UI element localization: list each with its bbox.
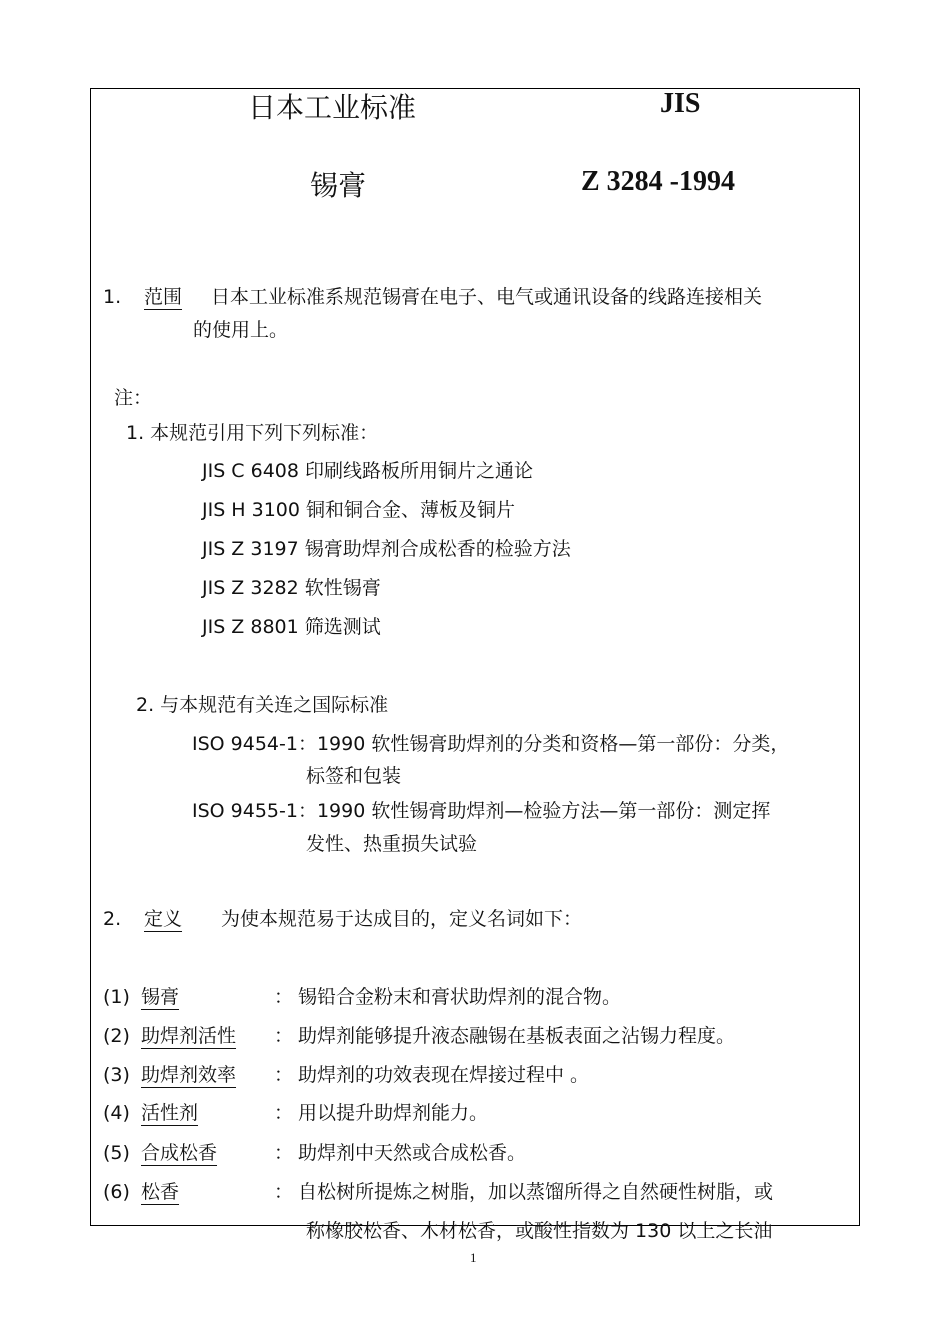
definition-text: 助焊剂能够提升液态融锡在基板表面之沾锡力程度。 (298, 1025, 736, 1047)
definition-term: 松香 (141, 1181, 180, 1203)
definition-text: 自松树所提炼之树脂，加以蒸馏所得之自然硬性树脂，或 (298, 1181, 774, 1203)
note1-heading: 1. 本规范引用下列下列标准： (126, 422, 379, 444)
definition-text: 助焊剂的功效表现在焊接过程中 。 (298, 1064, 590, 1086)
doc-code: Z 3284 -1994 (581, 166, 735, 197)
reference-item: JIS Z 3282 软性锡膏 (202, 577, 381, 599)
section2-text: 为使本规范易于达成目的，定义名词如下： (221, 908, 583, 930)
definition-continuation: 称橡胶松香、木材松香，或酸性指数为 130 以上之长油 (306, 1220, 773, 1242)
definition-term: 合成松香 (141, 1142, 218, 1164)
section1-number: 1. (103, 286, 122, 308)
org-title: 日本工业标准 (248, 91, 417, 124)
definition-term: 助焊剂效率 (141, 1064, 237, 1086)
iso-item-line1: ISO 9455-1：1990 软性锡膏助焊剂—检验方法—第一部份：测定挥 (192, 800, 771, 822)
definition-number: (4) (103, 1102, 130, 1124)
definition-text: 助焊剂中天然或合成松香。 (298, 1142, 527, 1164)
definition-colon: ： (274, 1025, 294, 1047)
section1-text-line1: 日本工业标准系规范锡膏在电子、电气或通讯设备的线路连接相关 (211, 286, 763, 308)
definition-colon: ： (274, 1181, 294, 1203)
section2-heading: 定义 (144, 908, 183, 930)
definition-text: 用以提升助焊剂能力。 (298, 1102, 489, 1124)
section1-text-line2: 的使用上。 (193, 319, 289, 341)
notes-label: 注： (114, 387, 153, 409)
definition-term: 助焊剂活性 (141, 1025, 237, 1047)
iso-item-line1: ISO 9454-1：1990 软性锡膏助焊剂的分类和资格—第一部份：分类， (192, 733, 790, 755)
reference-item: JIS Z 8801 筛选测试 (202, 616, 381, 638)
section2-number: 2. (103, 908, 122, 930)
definition-colon: ： (274, 1142, 294, 1164)
page-number: 1 (470, 1250, 477, 1265)
definition-colon: ： (274, 1102, 294, 1124)
definition-number: (3) (103, 1064, 130, 1086)
definition-text: 锡铅合金粉末和膏状助焊剂的混合物。 (298, 986, 622, 1008)
doc-title: 锡膏 (310, 169, 367, 202)
org-code: JIS (660, 88, 701, 119)
reference-item: JIS C 6408 印刷线路板所用铜片之通论 (202, 460, 534, 482)
definition-term: 锡膏 (141, 986, 180, 1008)
iso-item-line2: 标签和包装 (306, 765, 402, 787)
definition-number: (1) (103, 986, 130, 1008)
document-border (90, 88, 860, 1226)
reference-item: JIS Z 3197 锡膏助焊剂合成松香的检验方法 (202, 538, 571, 560)
reference-item: JIS H 3100 铜和铜合金、薄板及铜片 (202, 499, 516, 521)
definition-colon: ： (274, 986, 294, 1008)
definition-term: 活性剂 (141, 1102, 199, 1124)
iso-item-line2: 发性、热重损失试验 (306, 833, 478, 855)
section1-heading: 范围 (144, 286, 183, 308)
definition-colon: ： (274, 1064, 294, 1086)
definition-number: (2) (103, 1025, 130, 1047)
definition-number: (6) (103, 1181, 130, 1203)
note2-heading: 2. 与本规范有关连之国际标准 (136, 694, 389, 716)
definition-number: (5) (103, 1142, 130, 1164)
